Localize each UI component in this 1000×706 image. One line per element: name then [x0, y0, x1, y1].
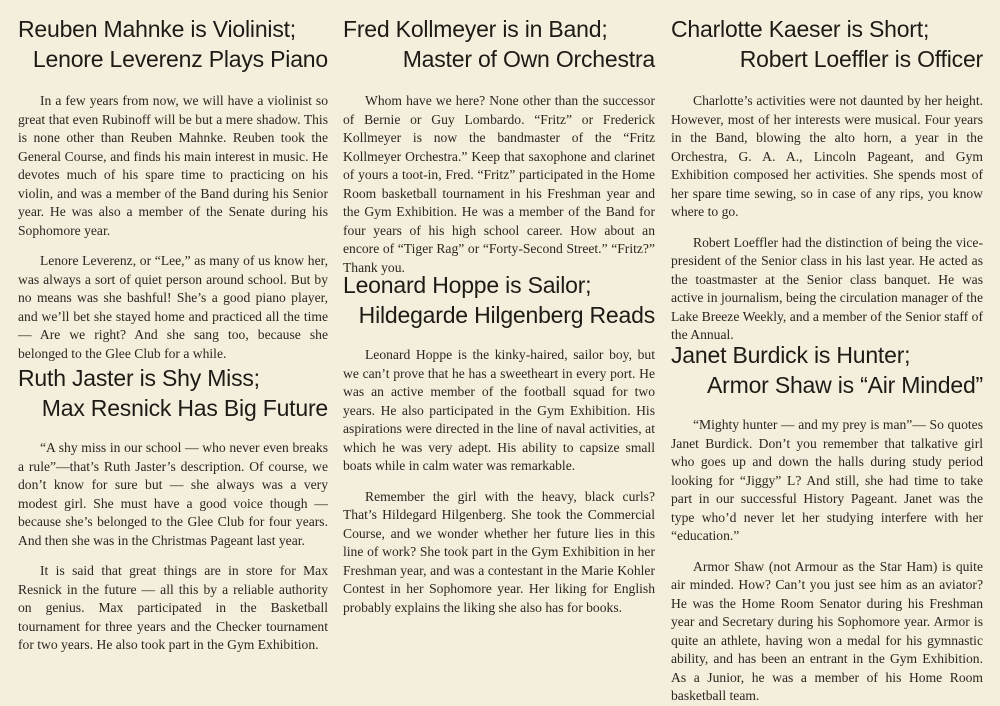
article-hoppe-hilgenberg — [343, 270, 655, 617]
headline-line-1: Janet Burdick is Hunter; — [671, 342, 911, 368]
article-body — [343, 92, 655, 277]
article-headline — [343, 14, 655, 74]
article-body — [18, 92, 328, 363]
article-kollmeyer — [343, 14, 655, 277]
headline-line-2: Hildegarde Hilgenberg Reads — [358, 302, 655, 328]
article-paragraph: It is said that great things are in store for Max Resnick in the future — all this by a reliable authority on genius. Max participated in the Basketball tournament for three years and the Checker tournament for two years. He also took part in the Gym Exhibition. — [18, 563, 328, 652]
article-kaeser-loeffler — [671, 14, 983, 345]
article-paragraph: In a few years from now, we will have a violinist so great that even Rubinoff will be but a mere shadow. This is none other than Reuben Mahnke. Reuben took the General Course, and finds his main interest in music. He devotes much of his spare time to practicing on his violin, and was a member of the Band during his Senior year. He was also a member of the Senate during his Sophomore year. — [18, 93, 328, 238]
article-paragraph: Remember the girl with the heavy, black curls? That’s Hildegard Hilgenberg. She took the Commercial Course, and we wonder whether her future lies in this line of work? She took part in the Gym Exhibition in her Freshman year, and was a contestant in the Marie Kohler Contest in her Sophomore year. Her liking for English probably explains the liking she also has for books. — [343, 488, 655, 615]
article-paragraph: Leonard Hoppe is the kinky-haired, sailor boy, but we can’t prove that he has a sweetheart in every port. He was an active member of the football squad for two years. He also participated in the Gym Exhibition. His aspirations were directed in the line of naval activities, at which he was very adept. His ability to capsize small boats while in calm water was remarkable. — [343, 347, 655, 473]
article-headline — [343, 270, 655, 330]
article-paragraph: “A shy miss in our school — who never even breaks a rule”—that’s Ruth Jaster’s description. Of course, we don’t know for sure but — she always was a very modest girl. She must have a good voice though — because she’s belonged to the Glee Club for four years. And then she was in the Christmas Pageant last year. — [18, 440, 328, 548]
headline-line-1: Charlotte Kaeser is Short; — [671, 16, 930, 42]
headline-line-1: Fred Kollmeyer is in Band; — [343, 16, 608, 42]
article-paragraph: Charlotte’s activities were not daunted by her height. However, most of her interests were musical. Four years in the Band, blowing the alto horn, a year in the Orchestra, G. A. A., Lincoln Pageant, and Gym Exhibition composed her activities. She spends most of her spare time sewing, so in case of any rips, you know where to go. — [671, 93, 983, 219]
headline-line-2: Max Resnick Has Big Future — [41, 395, 328, 421]
article-paragraph: “Mighty hunter — and my prey is man”— So quotes Janet Burdick. Don’t you remember that talkative girl who goes up and down the halls during study period looking for “Jiggy” L? And still, she had time to take part in our successful History Pageant. Janet was the type who’d never let her studying interfere with her “education.” — [671, 417, 983, 543]
article-paragraph: Robert Loeffler had the distinction of being the vice-president of the Senior class in his last year. He acted as the toastmaster at the Senior class banquet. He was active in journalism, being the circulation manager of the Lake Breeze Weekly, and a member of the Senior staff of the Annual. — [671, 234, 983, 342]
article-headline — [671, 14, 983, 74]
headline-line-2: Lenore Leverenz Plays Piano — [32, 46, 328, 72]
headline-line-1: Ruth Jaster is Shy Miss; — [18, 365, 260, 391]
article-paragraph: Whom have we here? None other than the successor of Bernie or Guy Lombardo. “Fritz” or Frederick Kollmeyer is now the bandmaster of the “Fritz Kollmeyer Orchestra.” Keep that saxophone and clarinet of yours a toot-in, Fred. “Fritz” participated in the Home Room basketball tournament in his Freshman year and the Gym Exhibition. He was a member of the Band for four years of his high school career. How about an encore of “Tiger Rag” or “Forty-Second Street.” “Fritz?” Thank you. — [343, 93, 655, 275]
article-body — [343, 346, 655, 617]
headline-line-1: Reuben Mahnke is Violinist; — [18, 16, 297, 42]
article-paragraph: Armor Shaw (not Armour as the Star Ham) is quite air minded. How? Can’t you just see him as an aviator? He was the Home Room Senator during his Freshman year and Secretary during his Sophomore year. Armor is quite an athlete, having won a medal for his gymnastic ability, and has been an entrant in the Gym Exhibition. As a Junior, he was a member of his Home Room basketball team. — [671, 558, 983, 703]
article-body — [671, 416, 983, 706]
headline-line-2: Armor Shaw is “Air Minded” — [707, 372, 983, 398]
article-body — [671, 92, 983, 345]
article-burdick-shaw — [671, 340, 983, 706]
article-body — [18, 439, 328, 655]
article-headline — [671, 340, 983, 400]
article-headline — [18, 14, 328, 74]
headline-line-2: Robert Loeffler is Officer — [739, 46, 983, 72]
headline-line-2: Master of Own Orchestra — [402, 46, 655, 72]
article-headline — [18, 363, 328, 423]
article-paragraph: Lenore Leverenz, or “Lee,” as many of us know her, was always a sort of quiet person around school. But by no means was she bashful! She’s a good piano player, and we’ll bet she stayed home and practiced all the time — Are we right? And she sang too, because she belonged to the Glee Club for a while. — [18, 253, 328, 361]
headline-line-1: Leonard Hoppe is Sailor; — [343, 272, 592, 298]
article-mahnke-leverenz — [18, 14, 328, 363]
article-jaster-resnick — [18, 363, 328, 655]
